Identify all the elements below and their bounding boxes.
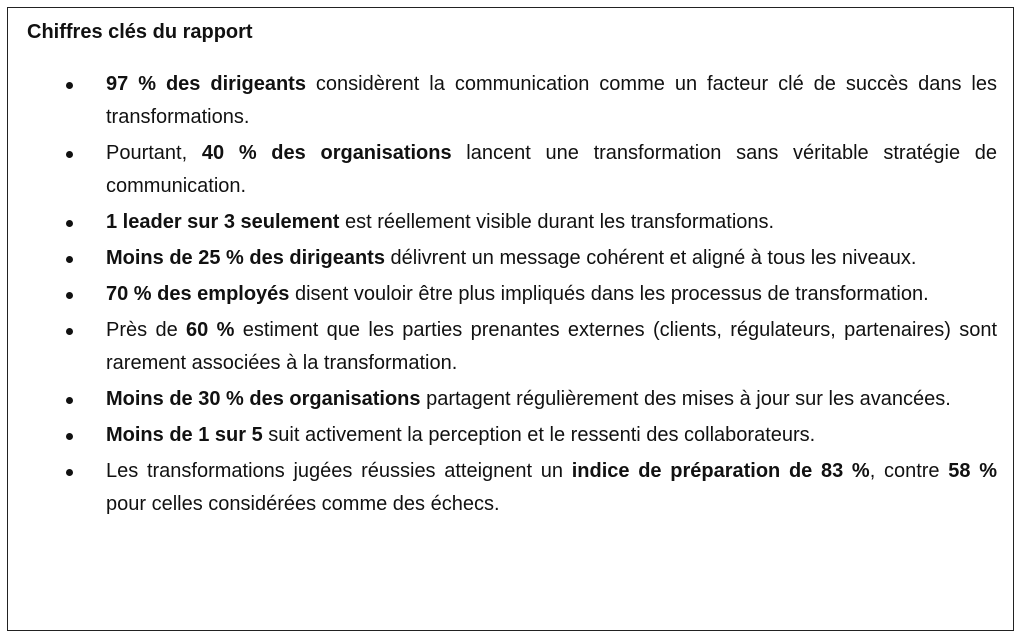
highlight-text: 58 % bbox=[948, 460, 997, 482]
highlight-text: Moins de 30 % des organisations bbox=[106, 388, 421, 410]
bullet-dot-icon bbox=[66, 82, 73, 89]
body-text: disent vouloir être plus impliqués dans les processus de transformation. bbox=[289, 283, 929, 305]
list-item bbox=[106, 242, 997, 275]
bullet-dot-icon bbox=[66, 397, 73, 404]
key-figures-list bbox=[8, 68, 1013, 524]
highlight-text: Moins de 25 % des dirigeants bbox=[106, 247, 385, 269]
bullet-dot-icon bbox=[66, 256, 73, 263]
list-item bbox=[106, 419, 997, 452]
list-item bbox=[106, 314, 997, 380]
body-text: Les transformations jugées réussies atteignent un bbox=[106, 460, 572, 482]
body-text: suit activement la perception et le ressenti des collaborateurs. bbox=[262, 424, 816, 446]
list-item bbox=[106, 206, 997, 239]
body-text: estiment que les parties prenantes externes (clients, régulateurs, partenaires) sont rarement associées à la transformation. bbox=[106, 319, 998, 374]
bullet-dot-icon bbox=[66, 328, 73, 335]
body-text: Près de bbox=[106, 319, 187, 341]
list-item bbox=[106, 383, 997, 416]
highlight-text: 60 % bbox=[186, 319, 235, 341]
highlight-text: indice de préparation de 83 % bbox=[571, 460, 870, 482]
list-item bbox=[106, 68, 997, 134]
body-text: est réellement visible durant les transformations. bbox=[339, 211, 775, 233]
body-text: considèrent la communication comme un facteur clé de succès dans les transformations. bbox=[106, 73, 997, 128]
key-figures-box bbox=[7, 7, 1014, 631]
bullet-dot-icon bbox=[66, 220, 73, 227]
bullet-dot-icon bbox=[66, 469, 73, 476]
bullet-dot-icon bbox=[66, 292, 73, 299]
box-title: Chiffres clés du rapport bbox=[27, 21, 253, 43]
body-text: Pourtant, bbox=[106, 142, 202, 164]
highlight-text: Moins de 1 sur 5 bbox=[106, 424, 263, 446]
highlight-text: 97 % des dirigeants bbox=[106, 73, 306, 95]
body-text: délivrent un message cohérent et aligné à tous les niveaux. bbox=[384, 247, 917, 269]
list-item bbox=[106, 137, 997, 203]
highlight-text: 1 leader sur 3 seulement bbox=[106, 211, 340, 233]
body-text: pour celles considérées comme des échecs. bbox=[106, 493, 500, 515]
bullet-dot-icon bbox=[66, 433, 73, 440]
list-item bbox=[106, 278, 997, 311]
highlight-text: 40 % des organisations bbox=[201, 142, 452, 164]
body-text: partagent régulièrement des mises à jour sur les avancées. bbox=[420, 388, 951, 410]
highlight-text: 70 % des employés bbox=[106, 283, 290, 305]
bullet-dot-icon bbox=[66, 151, 73, 158]
body-text: , contre bbox=[869, 460, 949, 482]
list-item bbox=[106, 455, 997, 521]
body-text: lancent une transformation sans véritable stratégie de communication. bbox=[106, 142, 998, 197]
